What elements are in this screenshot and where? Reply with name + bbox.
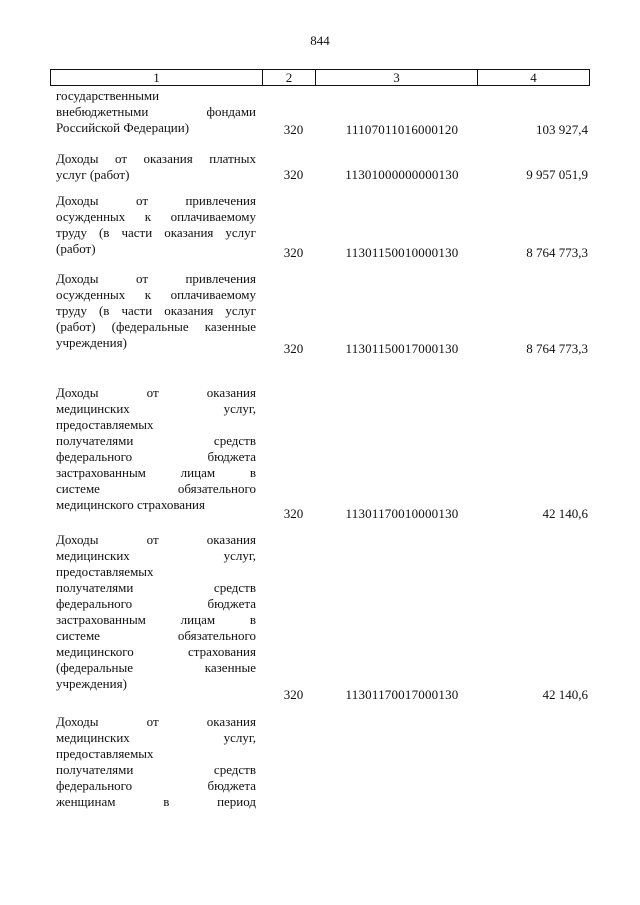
description-line: медицинских услуг, xyxy=(56,548,256,563)
chapter-code: 320 xyxy=(283,506,304,521)
chapter-code: 320 xyxy=(283,687,304,702)
description-line: (федеральные казенные xyxy=(56,660,256,675)
row-description xyxy=(56,385,256,513)
description-line: Доходы от оказания платных xyxy=(56,151,256,166)
amount-value: 9 957 051,9 xyxy=(526,167,588,182)
amount-value: 8 764 773,3 xyxy=(526,245,588,260)
description-line: предоставляемых xyxy=(56,746,154,761)
description-line: медицинского страхования xyxy=(56,644,256,659)
budget-code: 11301150010000130 xyxy=(345,245,459,260)
table-header xyxy=(50,69,590,86)
description-line: медицинского страхования xyxy=(56,497,205,512)
description-line: Доходы от оказания xyxy=(56,532,256,547)
budget-code: 11301000000000130 xyxy=(345,167,459,182)
column-header-1: 1 xyxy=(51,70,263,85)
description-line: внебюджетными фондами xyxy=(56,104,256,119)
description-line: получателями средств xyxy=(56,580,256,595)
description-line: труду (в части оказания услуг xyxy=(56,303,256,318)
budget-code: 11107011016000120 xyxy=(345,122,459,137)
row-description xyxy=(56,532,256,692)
description-line: системе обязательного xyxy=(56,481,256,496)
description-line: получателями средств xyxy=(56,762,256,777)
description-line: федерального бюджета xyxy=(56,778,256,793)
column-header-4: 4 xyxy=(530,70,537,85)
amount-value: 42 140,6 xyxy=(542,687,588,702)
description-line: труду (в части оказания услуг xyxy=(56,225,256,240)
row-description xyxy=(56,271,256,351)
row-description xyxy=(56,151,256,183)
description-line: предоставляемых xyxy=(56,417,154,432)
description-line: Российской Федерации) xyxy=(56,120,190,135)
description-line: услуг (работ) xyxy=(56,167,130,182)
budget-code: 11301150017000130 xyxy=(345,341,459,356)
chapter-code: 320 xyxy=(283,341,304,356)
chapter-code: 320 xyxy=(283,167,304,182)
description-line: предоставляемых xyxy=(56,564,154,579)
description-line: системе обязательного xyxy=(56,628,256,643)
description-line: осужденных к оплачиваемому xyxy=(56,287,256,302)
description-line: медицинских услуг, xyxy=(56,401,256,416)
budget-code: 11301170017000130 xyxy=(345,687,459,702)
amount-value: 8 764 773,3 xyxy=(526,341,588,356)
description-line: учреждения) xyxy=(56,676,127,691)
page-number: 844 xyxy=(310,33,330,48)
description-line: учреждения) xyxy=(56,335,127,350)
description-line: застрахованным лицам в xyxy=(56,612,256,627)
chapter-code: 320 xyxy=(283,245,304,260)
description-line: Доходы от привлечения xyxy=(56,271,256,286)
description-line: Доходы от привлечения xyxy=(56,193,256,208)
description-line: Доходы от оказания xyxy=(56,385,256,400)
amount-value: 103 927,4 xyxy=(536,122,588,137)
description-line: федерального бюджета xyxy=(56,449,256,464)
row-description xyxy=(56,714,256,810)
description-line: застрахованным лицам в xyxy=(56,465,256,480)
description-line: получателями средств xyxy=(56,433,256,448)
description-line: государственными xyxy=(56,88,160,103)
row-description xyxy=(56,88,256,136)
column-header-2: 2 xyxy=(263,70,316,85)
row-description xyxy=(56,193,256,257)
budget-code: 11301170010000130 xyxy=(345,506,459,521)
description-line: медицинских услуг, xyxy=(56,730,256,745)
amount-value: 42 140,6 xyxy=(542,506,588,521)
description-line: (работ) xyxy=(56,241,96,256)
chapter-code: 320 xyxy=(283,122,304,137)
description-line: Доходы от оказания xyxy=(56,714,256,729)
column-header-3: 3 xyxy=(316,70,478,85)
description-line: федерального бюджета xyxy=(56,596,256,611)
description-line: (работ) (федеральные казенные xyxy=(56,319,256,334)
description-line: женщинам в период xyxy=(56,794,256,809)
description-line: осужденных к оплачиваемому xyxy=(56,209,256,224)
